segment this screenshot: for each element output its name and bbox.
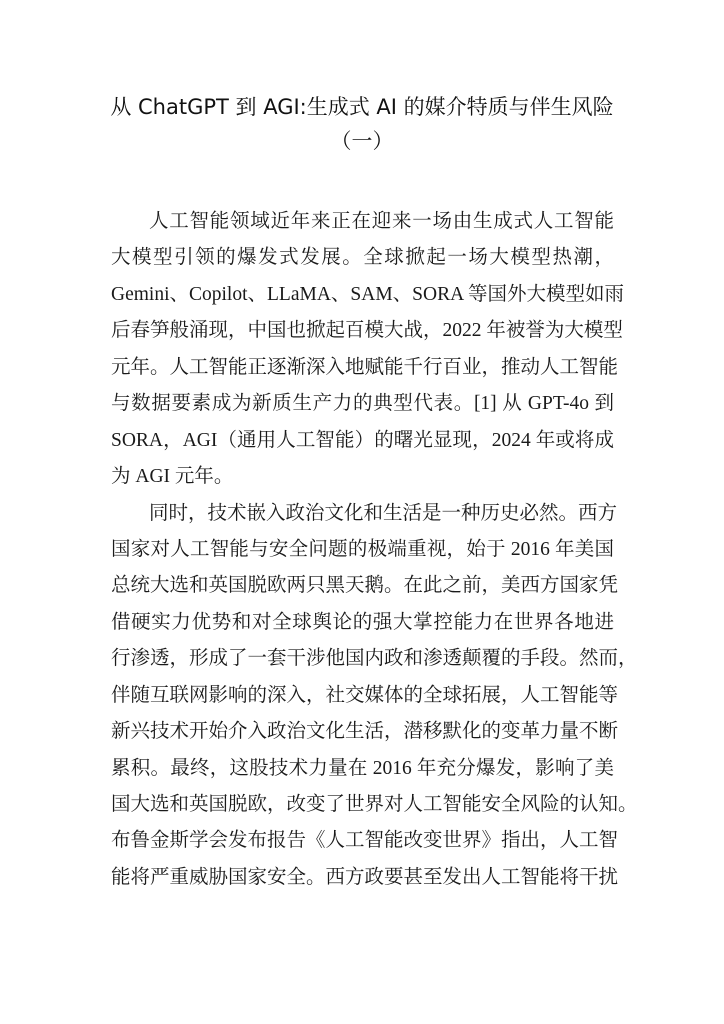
text-line: 为 AGI 元年。 bbox=[111, 466, 234, 488]
text-line: SORA，AGI（通用人工智能）的曙光显现，2024 年或将成 bbox=[111, 429, 614, 451]
document-body bbox=[111, 204, 638, 896]
text-line: 同时，技术嵌入政治文化和生活是一种历史必然。西方 bbox=[149, 502, 618, 524]
text-line: 总统大选和英国脱欧两只黑天鹅。在此之前，美西方国家凭 bbox=[111, 575, 619, 597]
text-line: 大模型引领的爆发式发展。全球掀起一场大模型热潮， bbox=[111, 247, 614, 269]
text-line: 人工智能领域近年来正在迎来一场由生成式人工智能 bbox=[149, 211, 614, 232]
text-line: Gemini、Copilot、LLaMA、SAM、SORA 等国外大模型如雨 bbox=[111, 283, 624, 305]
text-line: 行渗透，形成了一套干涉他国内政和渗透颠覆的手段。然而， bbox=[111, 648, 638, 670]
text-line: 国大选和英国脱欧，改变了世界对人工智能安全风险的认知。 bbox=[111, 794, 638, 815]
paragraph-2 bbox=[111, 496, 638, 897]
paragraph-1 bbox=[111, 204, 624, 496]
document-title: 从 ChatGPT 到 AGI:生成式 AI 的媒介特质与伴生风险 bbox=[110, 95, 614, 119]
document-subtitle: （一） bbox=[330, 129, 394, 153]
text-line: 国家对人工智能与安全问题的极端重视，始于 2016 年美国 bbox=[111, 538, 614, 560]
text-line: 与数据要素成为新质生产力的典型代表。[1] 从 GPT-4o 到 bbox=[111, 393, 614, 415]
text-line: 后春笋般涌现，中国也掀起百模大战，2022 年被誉为大模型 bbox=[111, 320, 623, 342]
text-line: 布鲁金斯学会发布报告《人工智能改变世界》指出，人工智 bbox=[111, 830, 619, 852]
text-line: 累积。最终，这股技术力量在 2016 年充分爆发，影响了美 bbox=[111, 757, 614, 779]
text-line: 能将严重威胁国家安全。西方政要甚至发出人工智能将干扰 bbox=[111, 866, 619, 888]
text-line: 伴随互联网影响的深入，社交媒体的全球拓展，人工智能等 bbox=[111, 684, 619, 706]
text-line: 元年。人工智能正逐渐深入地赋能千行百业，推动人工智能 bbox=[111, 356, 619, 378]
text-line: 借硬实力优势和对全球舆论的强大掌控能力在世界各地进 bbox=[111, 611, 614, 633]
text-line: 新兴技术开始介入政治文化生活，潜移默化的变革力量不断 bbox=[111, 721, 619, 743]
